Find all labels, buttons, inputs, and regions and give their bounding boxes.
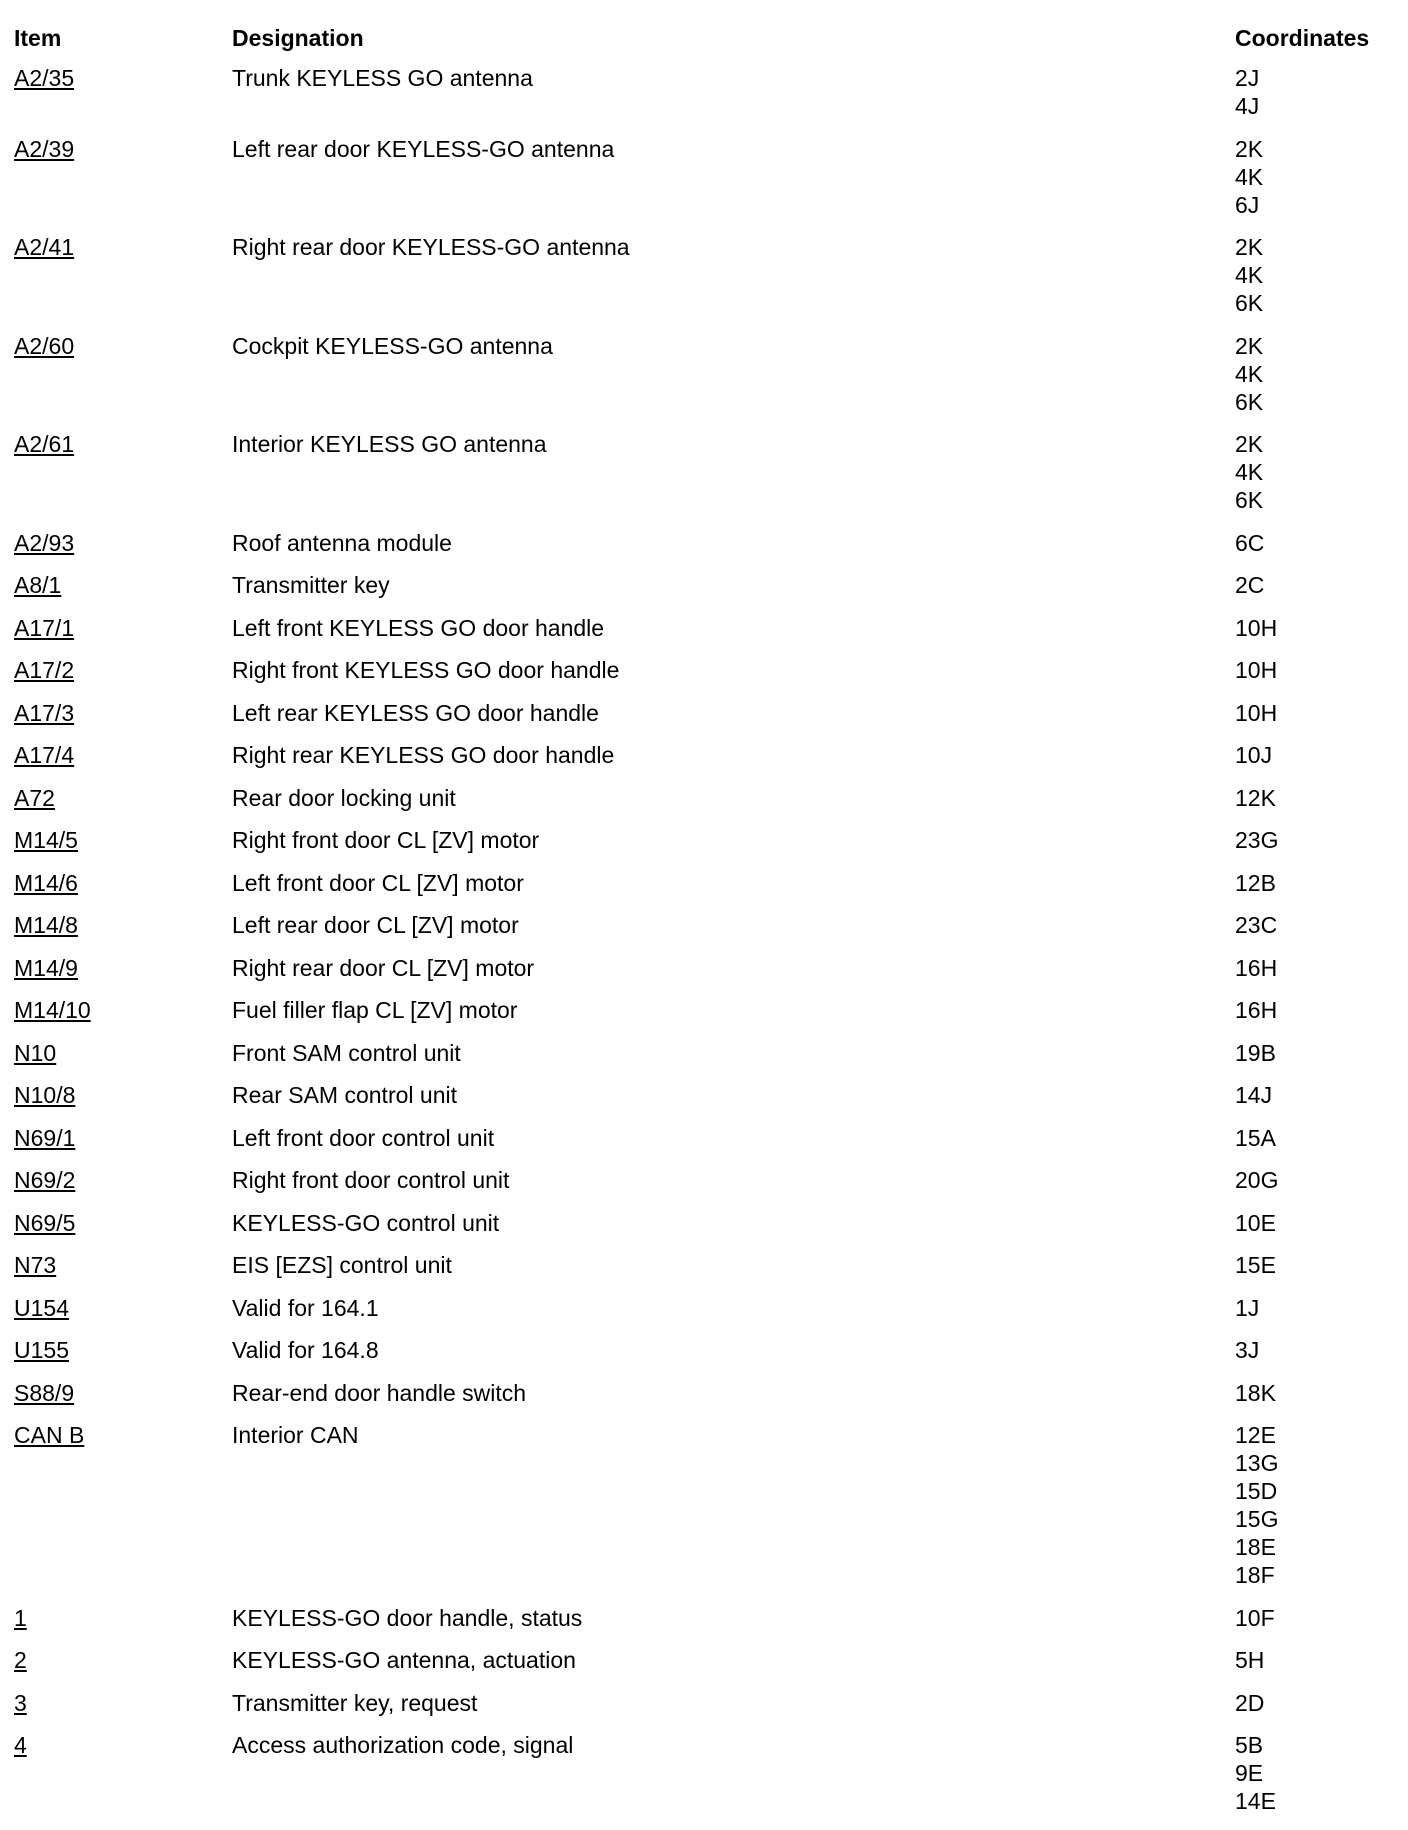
item-link[interactable]: A17/3: [14, 699, 75, 726]
designation-cell: Transmitter key, request: [232, 1689, 478, 1716]
table-row: [14, 529, 1394, 572]
table-body: [14, 64, 1394, 1830]
coordinate-value: 10J: [1235, 742, 1273, 768]
coordinates-cell: [1235, 1294, 1385, 1322]
coordinates-cell: [1235, 656, 1385, 684]
coordinate-value: 4K: [1235, 262, 1264, 288]
designation-cell: Right rear KEYLESS GO door handle: [232, 742, 615, 768]
item-link[interactable]: A17/1: [14, 614, 75, 641]
coordinate-value: 16H: [1235, 997, 1278, 1023]
item-link[interactable]: N10: [14, 1039, 57, 1066]
table-row: [14, 1336, 1394, 1379]
table-row: [14, 233, 1394, 332]
table-row: [14, 1379, 1394, 1422]
item-cell: [14, 1336, 232, 1364]
item-cell: [14, 996, 232, 1024]
item-cell: [14, 1124, 232, 1152]
item-cell: [14, 1166, 232, 1194]
coordinate-value: 18F: [1235, 1562, 1275, 1588]
coordinates-cell: [1235, 741, 1385, 769]
table-row: [14, 1604, 1394, 1647]
item-cell: [14, 1421, 232, 1449]
coordinate-value: 18K: [1235, 1379, 1276, 1406]
item-link[interactable]: M14/5: [14, 827, 78, 853]
coordinate-value: 6K: [1235, 388, 1264, 415]
coordinates-cell: [1235, 784, 1385, 812]
item-cell: [14, 430, 232, 458]
item-cell: [14, 1039, 232, 1067]
item-cell: [14, 699, 232, 727]
table-row: [14, 1081, 1394, 1124]
coordinates-cell: [1235, 529, 1385, 557]
table-row: [14, 784, 1394, 827]
coordinate-value: 23C: [1235, 912, 1278, 938]
table-row: [14, 741, 1394, 784]
item-cell: [14, 911, 232, 939]
designation-cell: Rear-end door handle switch: [232, 1379, 527, 1406]
coordinate-value: 10H: [1235, 657, 1278, 683]
item-link[interactable]: N69/2: [14, 1167, 76, 1193]
coordinates-cell: [1235, 1251, 1385, 1279]
coordinate-value: 6C: [1235, 529, 1265, 556]
coordinate-value: 6K: [1235, 487, 1264, 513]
item-link[interactable]: 3: [14, 1689, 27, 1716]
header-item: Item: [14, 25, 62, 51]
designation-cell: Rear SAM control unit: [232, 1082, 457, 1108]
table-row: [14, 1209, 1394, 1252]
table-row: [14, 911, 1394, 954]
table-row: [14, 571, 1394, 614]
designation-cell: Left rear KEYLESS GO door handle: [232, 699, 599, 726]
table-row: [14, 430, 1394, 529]
item-link[interactable]: M14/6: [14, 869, 78, 896]
table-row: [14, 826, 1394, 869]
header-designation: Designation: [232, 25, 364, 51]
designation-cell: Transmitter key: [232, 572, 390, 598]
table-row: [14, 64, 1394, 135]
coordinates-cell: [1235, 1379, 1385, 1407]
header-coordinates: Coordinates: [1235, 25, 1370, 51]
item-link[interactable]: N10/8: [14, 1082, 76, 1108]
coordinates-cell: [1235, 1124, 1385, 1152]
coordinate-value: 15A: [1235, 1124, 1276, 1151]
coordinate-value: 15E: [1235, 1252, 1276, 1278]
designation-cell: Left front KEYLESS GO door handle: [232, 614, 605, 641]
table-row: [14, 1731, 1394, 1830]
coordinate-value: 2K: [1235, 234, 1264, 260]
coordinate-value: 15G: [1235, 1506, 1279, 1532]
coordinate-value: 1J: [1235, 1294, 1260, 1321]
coordinates-cell: [1235, 614, 1385, 642]
table-row: [14, 1124, 1394, 1167]
designation-cell: Left front door CL [ZV] motor: [232, 869, 524, 896]
coordinates-cell: [1235, 1689, 1385, 1717]
item-cell: [14, 954, 232, 982]
coordinate-value: 16H: [1235, 954, 1278, 981]
item-link[interactable]: 1: [14, 1604, 27, 1631]
legend-table: [14, 24, 1394, 1830]
item-link[interactable]: 4: [14, 1732, 27, 1758]
coordinate-value: 6K: [1235, 290, 1264, 316]
table-row: [14, 1646, 1394, 1689]
item-link[interactable]: M14/8: [14, 912, 78, 938]
item-cell: [14, 869, 232, 897]
item-link[interactable]: N69/1: [14, 1124, 76, 1151]
coordinates-cell: [1235, 699, 1385, 727]
coordinates-cell: [1235, 954, 1385, 982]
coordinate-value: 2K: [1235, 135, 1264, 162]
coordinates-cell: [1235, 1039, 1385, 1067]
item-cell: [14, 1294, 232, 1322]
item-cell: [14, 571, 232, 599]
item-cell: [14, 332, 232, 360]
designation-cell: Left rear door CL [ZV] motor: [232, 912, 519, 938]
item-cell: [14, 784, 232, 812]
coordinate-value: 23G: [1235, 827, 1279, 853]
coordinate-value: 13G: [1235, 1450, 1279, 1476]
designation-cell: Right front door CL [ZV] motor: [232, 827, 540, 853]
item-cell: [14, 1379, 232, 1407]
designation-cell: EIS [EZS] control unit: [232, 1252, 452, 1278]
designation-cell: Valid for 164.1: [232, 1294, 379, 1321]
item-cell: [14, 64, 232, 92]
table-row: [14, 869, 1394, 912]
coordinates-cell: [1235, 64, 1385, 120]
coordinate-value: 12B: [1235, 869, 1276, 896]
item-link[interactable]: A2/41: [14, 234, 75, 260]
coordinate-value: 10H: [1235, 699, 1278, 726]
coordinate-value: 5B: [1235, 1732, 1264, 1758]
item-link[interactable]: A17/2: [14, 657, 75, 683]
item-link[interactable]: S88/9: [14, 1379, 75, 1406]
table-row: [14, 954, 1394, 997]
item-cell: [14, 826, 232, 854]
item-link[interactable]: N69/5: [14, 1209, 76, 1236]
coordinate-value: 4K: [1235, 360, 1264, 387]
coordinates-cell: [1235, 233, 1385, 317]
table-row: [14, 656, 1394, 699]
coordinate-value: 14J: [1235, 1082, 1273, 1108]
coordinate-value: 4K: [1235, 459, 1264, 485]
coordinates-cell: [1235, 1604, 1385, 1632]
coordinate-value: 10H: [1235, 614, 1278, 641]
coordinate-value: 14E: [1235, 1788, 1276, 1814]
item-link[interactable]: M14/9: [14, 954, 78, 981]
coordinate-value: 12K: [1235, 784, 1276, 811]
item-cell: [14, 529, 232, 557]
coordinates-cell: [1235, 135, 1385, 219]
coordinate-value: 9E: [1235, 1760, 1264, 1786]
designation-cell: Cockpit KEYLESS-GO antenna: [232, 332, 553, 359]
item-link[interactable]: A2/60: [14, 332, 75, 359]
item-cell: [14, 741, 232, 769]
coordinate-value: 2K: [1235, 431, 1264, 457]
coordinates-cell: [1235, 869, 1385, 897]
coordinates-cell: [1235, 1646, 1385, 1674]
coordinates-cell: [1235, 1421, 1385, 1589]
table-row: [14, 135, 1394, 234]
item-cell: [14, 656, 232, 684]
designation-cell: Roof antenna module: [232, 529, 452, 556]
designation-cell: Rear door locking unit: [232, 784, 456, 811]
designation-cell: Right front door control unit: [232, 1167, 510, 1193]
designation-cell: KEYLESS-GO control unit: [232, 1209, 500, 1236]
coordinates-cell: [1235, 826, 1385, 854]
table-row: [14, 1166, 1394, 1209]
designation-cell: Left front door control unit: [232, 1124, 495, 1151]
designation-cell: Trunk KEYLESS GO antenna: [232, 65, 533, 91]
coordinates-cell: [1235, 571, 1385, 599]
item-cell: [14, 1689, 232, 1717]
item-cell: [14, 233, 232, 261]
item-link[interactable]: N73: [14, 1252, 57, 1278]
coordinates-cell: [1235, 430, 1385, 514]
item-cell: [14, 614, 232, 642]
coordinates-cell: [1235, 911, 1385, 939]
coordinates-cell: [1235, 1336, 1385, 1364]
coordinates-cell: [1235, 996, 1385, 1024]
table-row: [14, 614, 1394, 657]
designation-cell: Valid for 164.8: [232, 1337, 379, 1363]
item-cell: [14, 1081, 232, 1109]
item-link[interactable]: 2: [14, 1647, 27, 1673]
item-link[interactable]: CAN B: [14, 1422, 85, 1448]
coordinate-value: 2C: [1235, 572, 1265, 598]
item-cell: [14, 1604, 232, 1632]
item-link[interactable]: A2/61: [14, 431, 75, 457]
table-row: [14, 332, 1394, 431]
item-link[interactable]: M14/10: [14, 997, 91, 1023]
coordinate-value: 10F: [1235, 1604, 1275, 1631]
designation-cell: Right rear door KEYLESS-GO antenna: [232, 234, 630, 260]
coordinate-value: 3J: [1235, 1337, 1260, 1363]
designation-cell: Interior KEYLESS GO antenna: [232, 431, 547, 457]
item-cell: [14, 1646, 232, 1674]
coordinate-value: 12E: [1235, 1422, 1276, 1448]
designation-cell: Right rear door CL [ZV] motor: [232, 954, 535, 981]
table-row: [14, 1421, 1394, 1604]
coordinate-value: 5H: [1235, 1647, 1265, 1673]
coordinates-cell: [1235, 1209, 1385, 1237]
coordinate-value: 15D: [1235, 1478, 1278, 1504]
item-link[interactable]: A72: [14, 784, 55, 811]
table-row: [14, 1251, 1394, 1294]
coordinates-cell: [1235, 332, 1385, 416]
item-link[interactable]: A8/1: [14, 572, 62, 598]
coordinate-value: 19B: [1235, 1039, 1276, 1066]
item-cell: [14, 1209, 232, 1237]
item-cell: [14, 135, 232, 163]
item-link[interactable]: U154: [14, 1294, 69, 1321]
coordinate-value: 4K: [1235, 163, 1264, 190]
table-row: [14, 1689, 1394, 1732]
table-row: [14, 1294, 1394, 1337]
coordinates-cell: [1235, 1166, 1385, 1194]
table-row: [14, 996, 1394, 1039]
item-link[interactable]: A17/4: [14, 742, 75, 768]
table-header: [14, 24, 1394, 52]
designation-cell: Interior CAN: [232, 1422, 359, 1448]
coordinates-cell: [1235, 1731, 1385, 1815]
designation-cell: Access authorization code, signal: [232, 1732, 574, 1758]
designation-cell: Fuel filler flap CL [ZV] motor: [232, 997, 518, 1023]
coordinate-value: 2D: [1235, 1689, 1265, 1716]
designation-cell: KEYLESS-GO door handle, status: [232, 1604, 583, 1631]
coordinate-value: 4J: [1235, 93, 1260, 119]
coordinates-cell: [1235, 1081, 1385, 1109]
coordinate-value: 6J: [1235, 191, 1260, 218]
coordinate-value: 2J: [1235, 65, 1260, 91]
item-cell: [14, 1731, 232, 1759]
designation-cell: Right front KEYLESS GO door handle: [232, 657, 620, 683]
table-row: [14, 1039, 1394, 1082]
item-link[interactable]: A2/39: [14, 135, 75, 162]
coordinate-value: 10E: [1235, 1209, 1276, 1236]
designation-cell: KEYLESS-GO antenna, actuation: [232, 1647, 576, 1673]
item-link[interactable]: A2/35: [14, 65, 75, 91]
designation-cell: Front SAM control unit: [232, 1039, 461, 1066]
designation-cell: Left rear door KEYLESS-GO antenna: [232, 135, 615, 162]
coordinate-value: 20G: [1235, 1167, 1279, 1193]
item-link[interactable]: A2/93: [14, 529, 75, 556]
item-cell: [14, 1251, 232, 1279]
item-link[interactable]: U155: [14, 1337, 69, 1363]
coordinate-value: 2K: [1235, 332, 1264, 359]
table-row: [14, 699, 1394, 742]
coordinate-value: 18E: [1235, 1534, 1276, 1560]
